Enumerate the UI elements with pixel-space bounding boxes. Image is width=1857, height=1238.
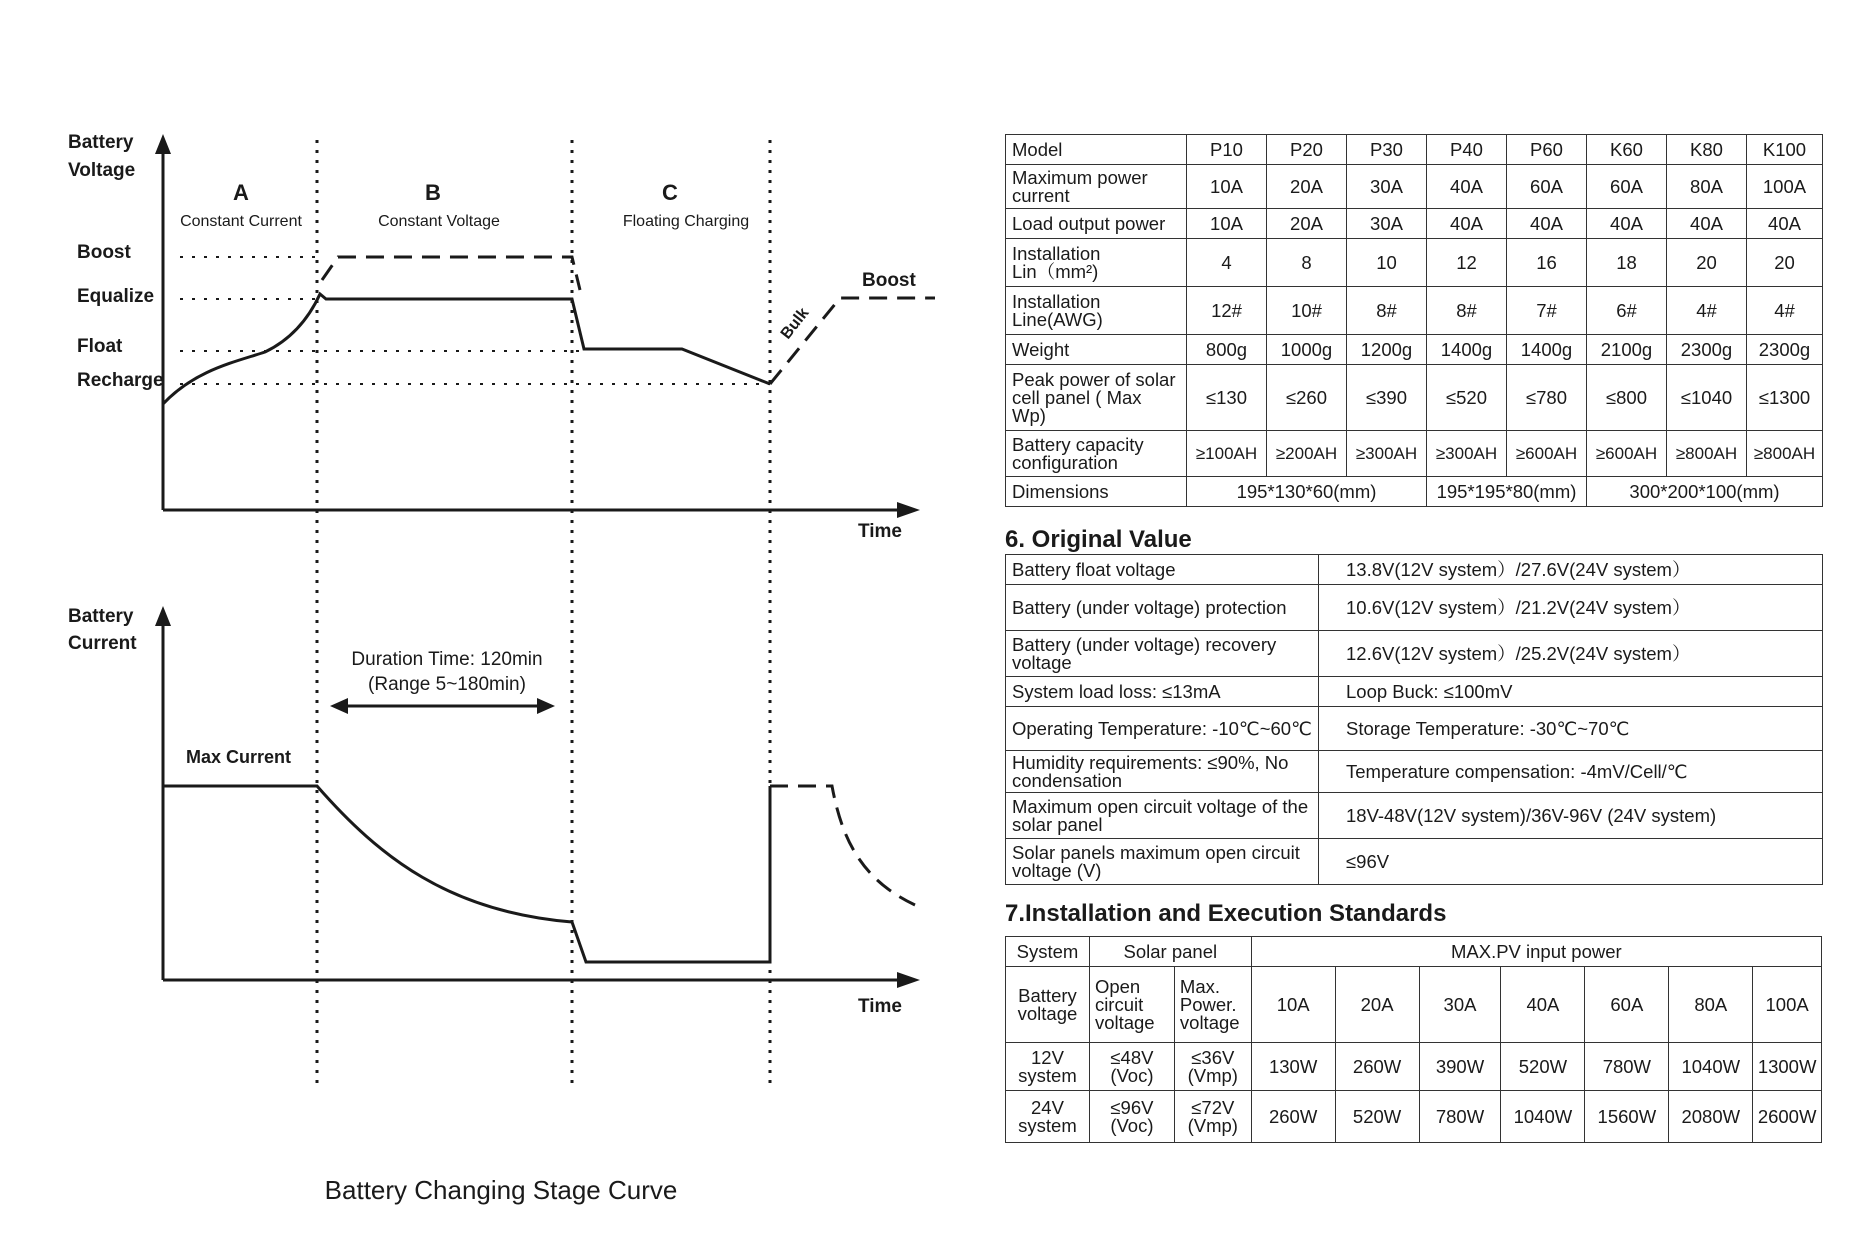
spec-cell: ≥200AH	[1267, 431, 1347, 477]
duration-label-1: Duration Time: 120min	[351, 649, 543, 670]
installation-title: 7.Installation and Execution Standards	[1005, 900, 1447, 927]
installation-row-12v	[1006, 1043, 1822, 1091]
installation-sub-power: 40A	[1501, 967, 1585, 1043]
stage-b-letter: B	[425, 180, 441, 205]
installation-power-cell: 2600W	[1753, 1091, 1822, 1143]
installation-system-cell: 24V system	[1006, 1091, 1090, 1143]
spec-cell: 40A	[1427, 209, 1507, 239]
duration-arrow-right-head	[537, 698, 555, 714]
float-label: Float	[77, 336, 123, 357]
duration-label-2: (Range 5~180min)	[368, 674, 526, 695]
original-value-label: Solar panels maximum open circuit voltage (V)	[1006, 839, 1319, 885]
spec-cell: 10#	[1267, 287, 1347, 335]
original-value-value: Storage Temperature: -30℃~70℃	[1319, 707, 1823, 751]
installation-maxp-cell: ≤36V (Vmp)	[1174, 1043, 1251, 1091]
spec-row-label: Weight	[1006, 335, 1187, 365]
current-time-label: Time	[858, 996, 903, 1017]
stage-a-letter: A	[233, 180, 249, 205]
spec-cell: 10	[1347, 239, 1427, 287]
current-axis-label-1: Battery	[68, 606, 134, 627]
current-y-arrow	[155, 606, 171, 626]
spec-row-label-line: Lin（mm²)	[1012, 260, 1099, 282]
current-decay-curve	[770, 786, 915, 905]
spec-row-label: Dimensions	[1006, 477, 1187, 507]
spec-cell: 30A	[1347, 165, 1427, 209]
installation-power-cell: 260W	[1251, 1091, 1335, 1143]
spec-cell: 8	[1267, 239, 1347, 287]
installation-power-cell: 1040W	[1669, 1043, 1753, 1091]
stage-a-name: Constant Current	[180, 213, 302, 230]
spec-cell: 20A	[1267, 209, 1347, 239]
installation-power-cell: 390W	[1419, 1043, 1501, 1091]
spec-row-max-current	[1006, 165, 1823, 209]
spec-cell: 1200g	[1347, 335, 1427, 365]
max-current-label: Max Current	[186, 747, 292, 767]
installation-header-row	[1006, 937, 1822, 967]
original-value-label: Humidity requirements: ≤90%, No condensation	[1006, 751, 1319, 793]
spec-cell: 60A	[1587, 165, 1667, 209]
installation-sub-battery: Battery voltage	[1006, 967, 1090, 1043]
voltage-time-label: Time	[858, 521, 903, 542]
original-value-value: ≤96V	[1319, 839, 1823, 885]
original-value-value: Temperature compensation: -4mV/Cell/℃	[1319, 751, 1823, 793]
spec-cell: ≥600AH	[1507, 431, 1587, 477]
spec-cell: ≥800AH	[1667, 431, 1747, 477]
spec-cell: 80A	[1667, 165, 1747, 209]
voltage-boost-curve	[322, 257, 580, 290]
original-value-label: System load loss: ≤13mA	[1006, 677, 1319, 707]
installation-power-cell: 1560W	[1585, 1091, 1669, 1143]
installation-sub-power: 60A	[1585, 967, 1669, 1043]
duration-arrow-left-head	[330, 698, 348, 714]
installation-table	[1005, 936, 1822, 1143]
spec-row-battery-capacity	[1006, 431, 1823, 477]
spec-cell: 8#	[1347, 287, 1427, 335]
dimensions-group-k: 300*200*100(mm)	[1587, 477, 1823, 507]
spec-cell: ≥300AH	[1347, 431, 1427, 477]
spec-row-label: Battery capacity configuration	[1006, 431, 1187, 477]
installation-open-cell: ≤96V (Voc)	[1089, 1091, 1174, 1143]
spec-cell: 20	[1747, 239, 1823, 287]
spec-header-model: Model	[1006, 135, 1187, 165]
spec-header-k80: K80	[1667, 135, 1747, 165]
installation-sub-power: 100A	[1753, 967, 1822, 1043]
spec-row-weight	[1006, 335, 1823, 365]
original-value-label: Battery (under voltage) recovery voltage	[1006, 631, 1319, 677]
spec-cell: ≤390	[1347, 365, 1427, 431]
spec-header-p30: P30	[1347, 135, 1427, 165]
spec-cell: 30A	[1347, 209, 1427, 239]
spec-row-peak-power	[1006, 365, 1823, 431]
original-value-row	[1006, 793, 1823, 839]
spec-header-k100: K100	[1747, 135, 1823, 165]
spec-row-label-line: Line(AWG)	[1012, 308, 1103, 330]
current-axis-label-2: Current	[68, 633, 137, 654]
spec-header-p20: P20	[1267, 135, 1347, 165]
spec-cell: 16	[1507, 239, 1587, 287]
spec-cell: 2300g	[1667, 335, 1747, 365]
installation-header-system: System	[1006, 937, 1090, 967]
installation-sub-power: 80A	[1669, 967, 1753, 1043]
installation-sub-maxp: Max. Power. voltage	[1174, 967, 1251, 1043]
original-value-value: 13.8V(12V system）/27.6V(24V system）	[1319, 555, 1823, 585]
dimensions-group-p-large: 195*195*80(mm)	[1427, 477, 1587, 507]
installation-power-cell: 520W	[1501, 1043, 1585, 1091]
original-value-title: 6. Original Value	[1005, 526, 1192, 553]
original-value-row	[1006, 839, 1823, 885]
boost-label: Boost	[77, 242, 131, 263]
spec-cell: 18	[1587, 239, 1667, 287]
original-value-label: Operating Temperature: -10℃~60℃	[1006, 707, 1319, 751]
installation-power-cell: 780W	[1585, 1043, 1669, 1091]
spec-cell: 4#	[1667, 287, 1747, 335]
spec-cell: ≤1040	[1667, 365, 1747, 431]
spec-cell: 1000g	[1267, 335, 1347, 365]
stage-c-name: Floating Charging	[622, 213, 750, 230]
spec-row-installation-awg	[1006, 287, 1823, 335]
spec-header-row	[1006, 135, 1823, 165]
installation-power-cell: 130W	[1251, 1043, 1335, 1091]
spec-cell: ≤1300	[1747, 365, 1823, 431]
diagram-caption: Battery Changing Stage Curve	[324, 1175, 678, 1205]
installation-sub-power: 30A	[1419, 967, 1501, 1043]
installation-power-cell: 1300W	[1753, 1043, 1822, 1091]
spec-header-p40: P40	[1427, 135, 1507, 165]
spec-cell: ≤800	[1587, 365, 1667, 431]
spec-row-load-output	[1006, 209, 1823, 239]
original-value-value: Loop Buck: ≤100mV	[1319, 677, 1823, 707]
spec-cell: ≤130	[1187, 365, 1267, 431]
bulk-label: Bulk	[777, 304, 813, 343]
spec-cell: 1400g	[1427, 335, 1507, 365]
spec-cell: 40A	[1587, 209, 1667, 239]
voltage-y-arrow	[155, 134, 171, 154]
spec-row-label: Load output power	[1006, 209, 1187, 239]
dimensions-group-p: 195*130*60(mm)	[1187, 477, 1427, 507]
spec-cell: 60A	[1507, 165, 1587, 209]
spec-cell: 10A	[1187, 209, 1267, 239]
installation-row-24v	[1006, 1091, 1822, 1143]
spec-row-label: Peak power of solar cell panel ( Max Wp)	[1006, 365, 1187, 431]
spec-row-label-line: Installation	[1012, 242, 1101, 264]
spec-cell: ≥300AH	[1427, 431, 1507, 477]
spec-cell: ≤780	[1507, 365, 1587, 431]
installation-power-cell: 260W	[1335, 1043, 1419, 1091]
installation-header-solar: Solar panel	[1089, 937, 1251, 967]
installation-system-cell: 12V system	[1006, 1043, 1090, 1091]
spec-cell: 10A	[1187, 165, 1267, 209]
spec-cell: 6#	[1587, 287, 1667, 335]
spec-cell: 800g	[1187, 335, 1267, 365]
spec-header-p60: P60	[1507, 135, 1587, 165]
spec-cell: 100A	[1747, 165, 1823, 209]
original-value-value: 10.6V(12V system）/21.2V(24V system）	[1319, 585, 1823, 631]
current-x-arrow	[897, 972, 920, 988]
original-value-row	[1006, 631, 1823, 677]
spec-cell: ≤260	[1267, 365, 1347, 431]
spec-cell: ≥100AH	[1187, 431, 1267, 477]
boost-right-label: Boost	[862, 270, 916, 291]
installation-open-cell: ≤48V (Voc)	[1089, 1043, 1174, 1091]
spec-cell: 8#	[1427, 287, 1507, 335]
spec-cell: 40A	[1507, 209, 1587, 239]
spec-cell: 40A	[1747, 209, 1823, 239]
original-value-row	[1006, 555, 1823, 585]
spec-row-label	[1006, 287, 1187, 335]
spec-cell: 2300g	[1747, 335, 1823, 365]
spec-row-label	[1006, 239, 1187, 287]
spec-row-dimensions	[1006, 477, 1823, 507]
installation-power-cell: 1040W	[1501, 1091, 1585, 1143]
spec-row-label: Maximum power current	[1006, 165, 1187, 209]
spec-cell: 12	[1427, 239, 1507, 287]
original-value-value: 12.6V(12V system）/25.2V(24V system）	[1319, 631, 1823, 677]
original-value-row	[1006, 585, 1823, 631]
original-value-label: Battery float voltage	[1006, 555, 1319, 585]
original-value-table	[1005, 554, 1823, 885]
spec-cell: 7#	[1507, 287, 1587, 335]
original-value-row	[1006, 707, 1823, 751]
spec-row-label-line: Installation	[1012, 290, 1101, 312]
installation-power-cell: 520W	[1335, 1091, 1419, 1143]
original-value-value: 18V-48V(12V system)/36V-96V (24V system)	[1319, 793, 1823, 839]
spec-cell: ≥800AH	[1747, 431, 1823, 477]
installation-maxp-cell: ≤72V (Vmp)	[1174, 1091, 1251, 1143]
stage-c-letter: C	[662, 180, 678, 205]
installation-power-cell: 780W	[1419, 1091, 1501, 1143]
spec-cell: 20	[1667, 239, 1747, 287]
spec-header-k60: K60	[1587, 135, 1667, 165]
spec-cell: 2100g	[1587, 335, 1667, 365]
spec-cell: 20A	[1267, 165, 1347, 209]
installation-header-maxpv: MAX.PV input power	[1251, 937, 1821, 967]
original-value-label: Maximum open circuit voltage of the solar panel	[1006, 793, 1319, 839]
spec-cell: 1400g	[1507, 335, 1587, 365]
spec-row-installation-mm	[1006, 239, 1823, 287]
voltage-axis-label-1: Battery	[68, 132, 134, 153]
installation-subheader-row	[1006, 967, 1822, 1043]
spec-cell: 4	[1187, 239, 1267, 287]
installation-sub-power: 10A	[1251, 967, 1335, 1043]
spec-header-p10: P10	[1187, 135, 1267, 165]
installation-sub-open: Open circuit voltage	[1089, 967, 1174, 1043]
voltage-axis-label-2: Voltage	[68, 160, 136, 181]
original-value-label: Battery (under voltage) protection	[1006, 585, 1319, 631]
original-value-row	[1006, 751, 1823, 793]
recharge-label: Recharge	[77, 370, 164, 391]
spec-cell: ≥600AH	[1587, 431, 1667, 477]
original-value-row	[1006, 677, 1823, 707]
voltage-x-arrow	[897, 502, 920, 518]
model-spec-table	[1005, 134, 1823, 507]
stage-b-name: Constant Voltage	[378, 213, 500, 230]
spec-cell: ≤520	[1427, 365, 1507, 431]
spec-cell: 4#	[1747, 287, 1823, 335]
installation-sub-power: 20A	[1335, 967, 1419, 1043]
spec-cell: 40A	[1667, 209, 1747, 239]
installation-power-cell: 2080W	[1669, 1091, 1753, 1143]
spec-cell: 40A	[1427, 165, 1507, 209]
voltage-curve	[163, 294, 770, 404]
current-curve	[163, 786, 770, 962]
equalize-label: Equalize	[77, 286, 155, 307]
spec-cell: 12#	[1187, 287, 1267, 335]
